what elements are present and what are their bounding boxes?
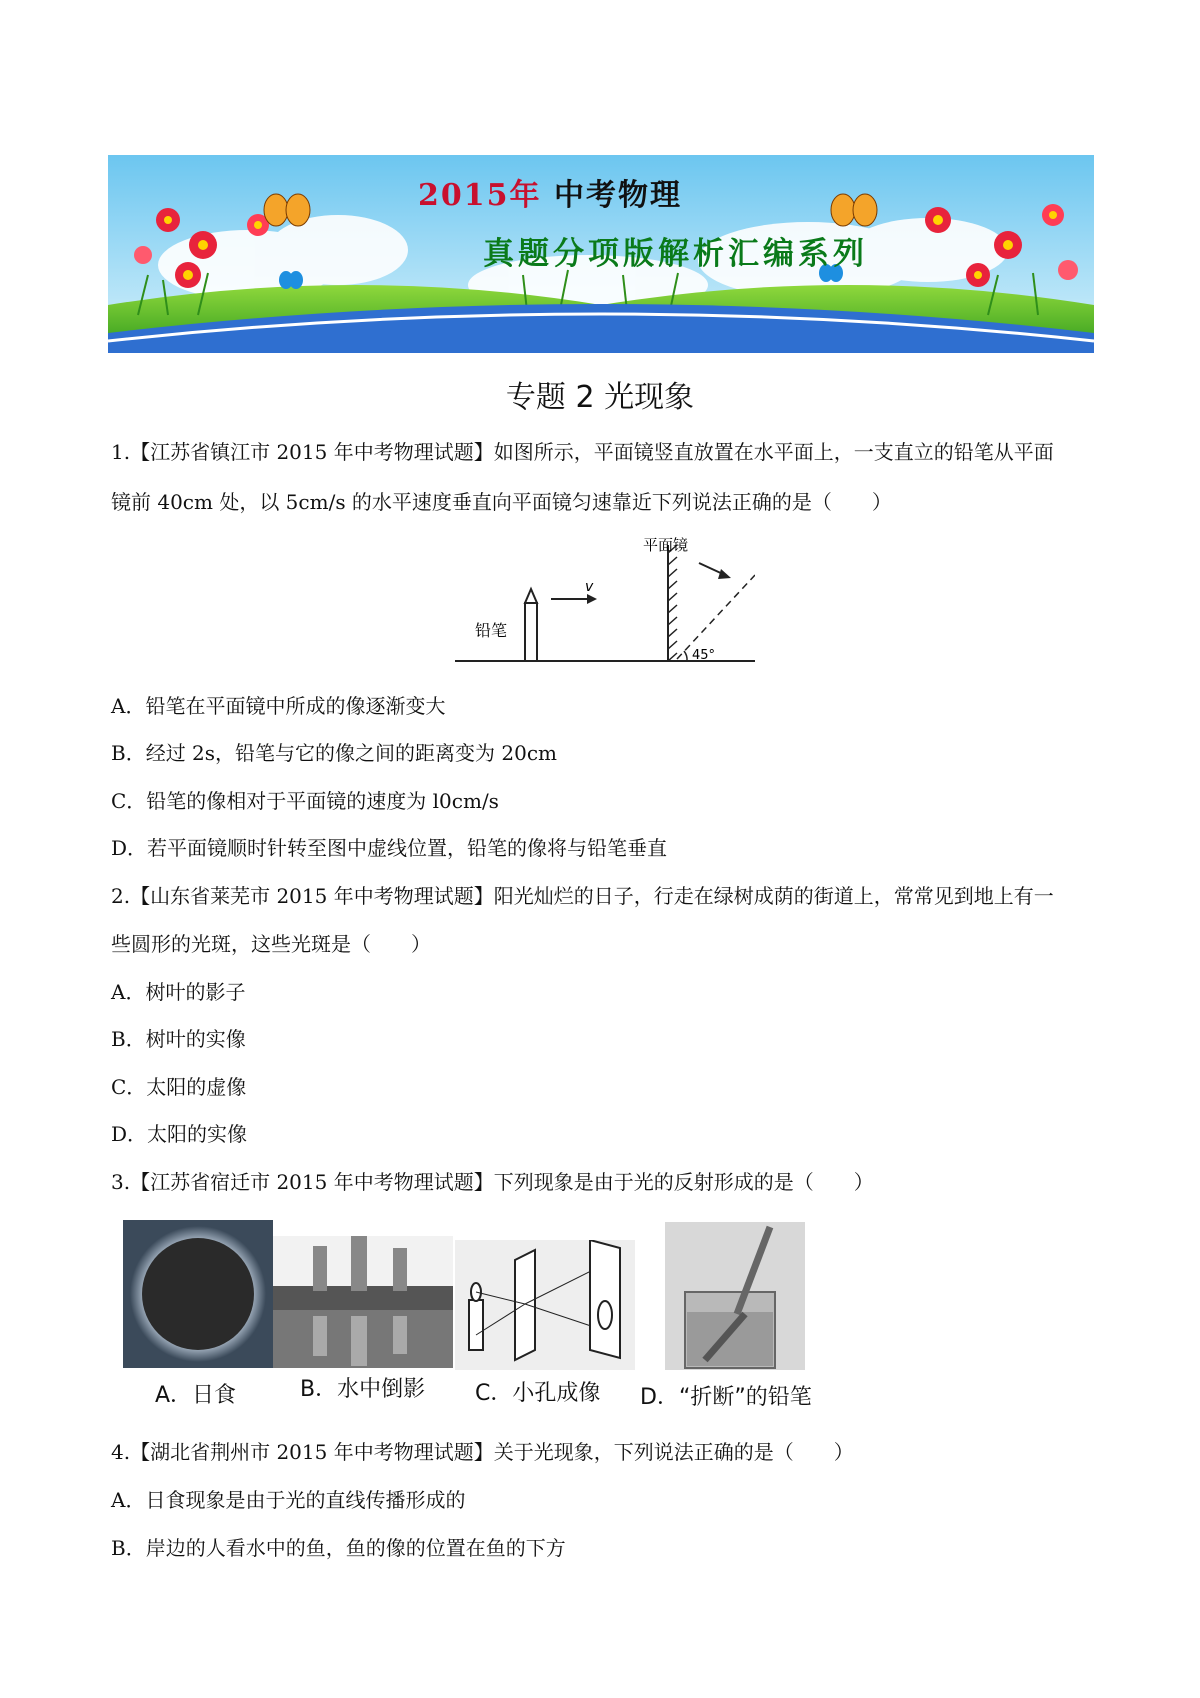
pinhole-camera-diagram [455, 1240, 635, 1370]
banner-title [418, 170, 682, 214]
question-2-option-a: A．树叶的影子 [111, 980, 246, 1004]
question-2-option-c: C．太阳的虚像 [111, 1075, 247, 1099]
question-2-option-b: B．树叶的实像 [111, 1027, 246, 1051]
banner-subject: 中考物理 [553, 178, 682, 213]
question-2-stem-line1: 2.【山东省莱芜市 2015 年中考物理试题】阳光灿烂的日子，行走在绿树成荫的街道上，常常见到地上有一 [111, 884, 1054, 908]
angle-label: 45° [692, 648, 716, 663]
question-1-option-b: B．经过 2s，铅笔与它的像之间的距离变为 20cm [111, 741, 558, 765]
pencil-icon [525, 603, 537, 661]
image-caption-d: D．“折断”的铅笔 [640, 1385, 812, 1410]
mirror-pencil-diagram [455, 533, 755, 665]
question-1-option-c: C．铅笔的像相对于平面镜的速度为 l0cm/s [111, 789, 499, 813]
bent-pencil-in-water-photo [665, 1222, 805, 1370]
question-2-stem-line2: 些圆形的光斑，这些光斑是（ ） [111, 932, 431, 956]
pencil-label: 铅笔 [475, 621, 508, 640]
question-3-stem: 3.【江苏省宿迁市 2015 年中考物理试题】下列现象是由于光的反射形成的是（ ） [111, 1170, 874, 1194]
question-4-option-b: B．岸边的人看水中的鱼，鱼的像的位置在鱼的下方 [111, 1536, 566, 1560]
question-1-stem-line2: 镜前 40cm 处，以 5cm/s 的水平速度垂直向平面镜匀速靠近下列说法正确的是（ ） [111, 490, 892, 514]
solar-eclipse-photo [123, 1220, 273, 1368]
question-1-stem-line1: 1.【江苏省镇江市 2015 年中考物理试题】如图所示，平面镜竖直放置在水平面上，一支直立的铅笔从平面 [111, 440, 1054, 464]
image-caption-a: A．日食 [155, 1383, 237, 1408]
banner-series: 真题分项版解析汇编系列 [483, 236, 868, 272]
question-4-stem: 4.【湖北省荆州市 2015 年中考物理试题】关于光现象，下列说法正确的是（ ） [111, 1440, 854, 1464]
banner-year: 2015年 [418, 178, 542, 213]
mirror-label: 平面镜 [643, 536, 689, 554]
pagoda-reflection-photo [273, 1236, 453, 1368]
question-1-option-a: A．铅笔在平面镜中所成的像逐渐变大 [111, 694, 446, 718]
image-caption-c: C．小孔成像 [475, 1381, 601, 1406]
header-banner [108, 155, 1094, 353]
velocity-label: v [585, 579, 594, 595]
question-1-option-d: D．若平面镜顺时针转至图中虚线位置，铅笔的像将与铅笔垂直 [111, 836, 668, 860]
image-caption-b: B．水中倒影 [300, 1377, 426, 1402]
question-4-option-a: A．日食现象是由于光的直线传播形成的 [111, 1488, 466, 1512]
question-2-option-d: D．太阳的实像 [111, 1122, 248, 1146]
page-title: 专题 2 光现象 [505, 380, 695, 415]
